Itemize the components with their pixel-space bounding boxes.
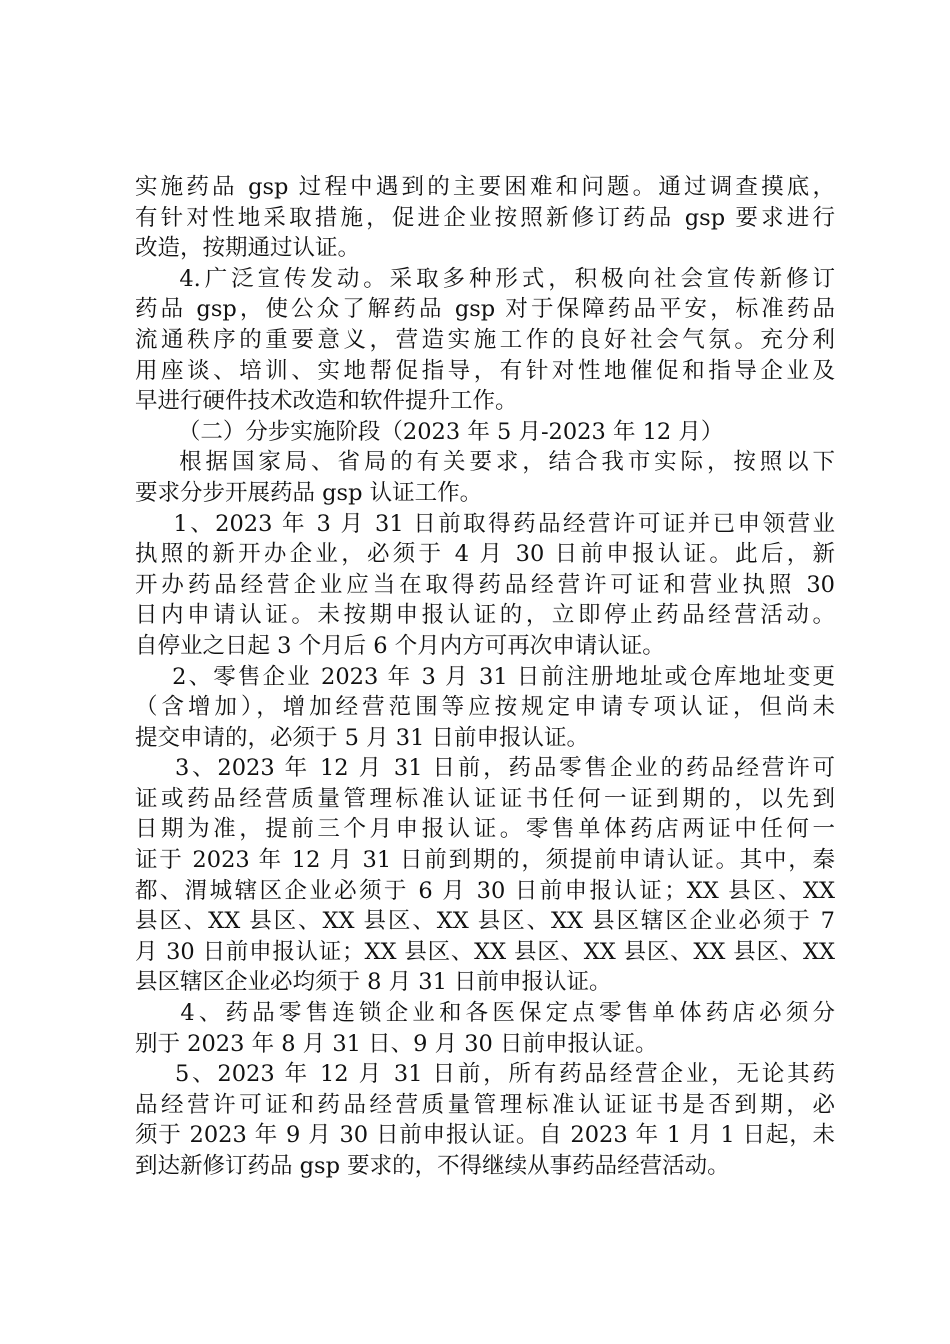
text-line: 到达新修订药品 gsp 要求的，不得继续从事药品经营活动。 (135, 1153, 730, 1179)
text-line: 用座谈、培训、实地帮促指导，有针对性地催促和指导企业及 (135, 357, 835, 384)
text-line: 1、2023 年 3 月 31 日前取得药品经营许可证并已申领营业 (135, 510, 835, 537)
text-line: 开办药品经营企业应当在取得药品经营许可证和营业执照 30 (135, 571, 835, 598)
text-line: 4、药品零售连锁企业和各医保定点零售单体药店必须分 (135, 1000, 835, 1027)
text-line: 药品 gsp，使公众了解药品 gsp 对于保障药品平安，标准药品 (135, 296, 835, 323)
text-line: 品经营许可证和药品经营质量管理标准认证证书是否到期，必 (135, 1091, 835, 1118)
text-line: 4.广泛宣传发动。采取多种形式，积极向社会宣传新修订 (135, 265, 835, 292)
text-line: 要求分步开展药品 gsp 认证工作。 (135, 479, 483, 506)
text-line: 别于 2023 年 8 月 31 日、9 月 30 日前申报认证。 (135, 1030, 658, 1057)
text-line: 须于 2023 年 9 月 30 日前申报认证。自 2023 年 1 月 1 日起，未 (135, 1122, 835, 1149)
text-line: 日内申请认证。未按期申报认证的，立即停止药品经营活动。 (135, 602, 835, 629)
text-line: 根据国家局、省局的有关要求，结合我市实际，按照以下 (135, 449, 835, 476)
text-line: 执照的新开办企业，必须于 4 月 30 日前申报认证。此后，新 (135, 541, 835, 568)
text-line: （含增加），增加经营范围等应按规定申请专项认证，但尚未 (135, 694, 835, 721)
section-heading: （二）分步实施阶段（2023 年 5 月-2023 年 12 月） (135, 418, 724, 445)
text-line: 都、渭城辖区企业必须于 6 月 30 日前申报认证；XX 县区、XX (135, 877, 835, 904)
text-line: 月 30 日前申报认证；XX 县区、XX 县区、XX 县区、XX 县区、XX (135, 938, 835, 965)
text-line: 有针对性地采取措施，促进企业按照新修订药品 gsp 要求进行 (135, 204, 835, 231)
text-line: 县区辖区企业必均须于 8 月 31 日前申报认证。 (135, 969, 612, 996)
text-line: 提交申请的，必须于 5 月 31 日前申报认证。 (135, 724, 590, 751)
text-line: 县区、XX 县区、XX 县区、XX 县区、XX 县区辖区企业必须于 7 (135, 908, 835, 935)
text-line: 日期为准，提前三个月申报认证。零售单体药店两证中任何一 (135, 816, 835, 843)
text-line: 早进行硬件技术改造和软件提升工作。 (135, 388, 518, 415)
text-line: 3、2023 年 12 月 31 日前，药品零售企业的药品经营许可 (135, 755, 835, 782)
text-line: 证或药品经营质量管理标准认证证书任何一证到期的，以先到 (135, 785, 835, 812)
text-line: 改造，按期通过认证。 (135, 235, 361, 262)
text-line: 流通秩序的重要意义，营造实施工作的良好社会气氛。充分利 (135, 326, 835, 353)
text-line: 证于 2023 年 12 月 31 日前到期的，须提前申请认证。其中，秦 (135, 847, 835, 874)
text-line: 2、零售企业 2023 年 3 月 31 日前注册地址或仓库地址变更 (135, 663, 836, 690)
text-line: 5、2023 年 12 月 31 日前，所有药品经营企业，无论其药 (135, 1061, 835, 1088)
text-line: 实施药品 gsp 过程中遇到的主要困难和问题。通过调查摸底， (135, 174, 835, 200)
document-body (135, 172, 835, 1182)
text-line: 自停业之日起 3 个月后 6 个月内方可再次申请认证。 (135, 632, 665, 659)
